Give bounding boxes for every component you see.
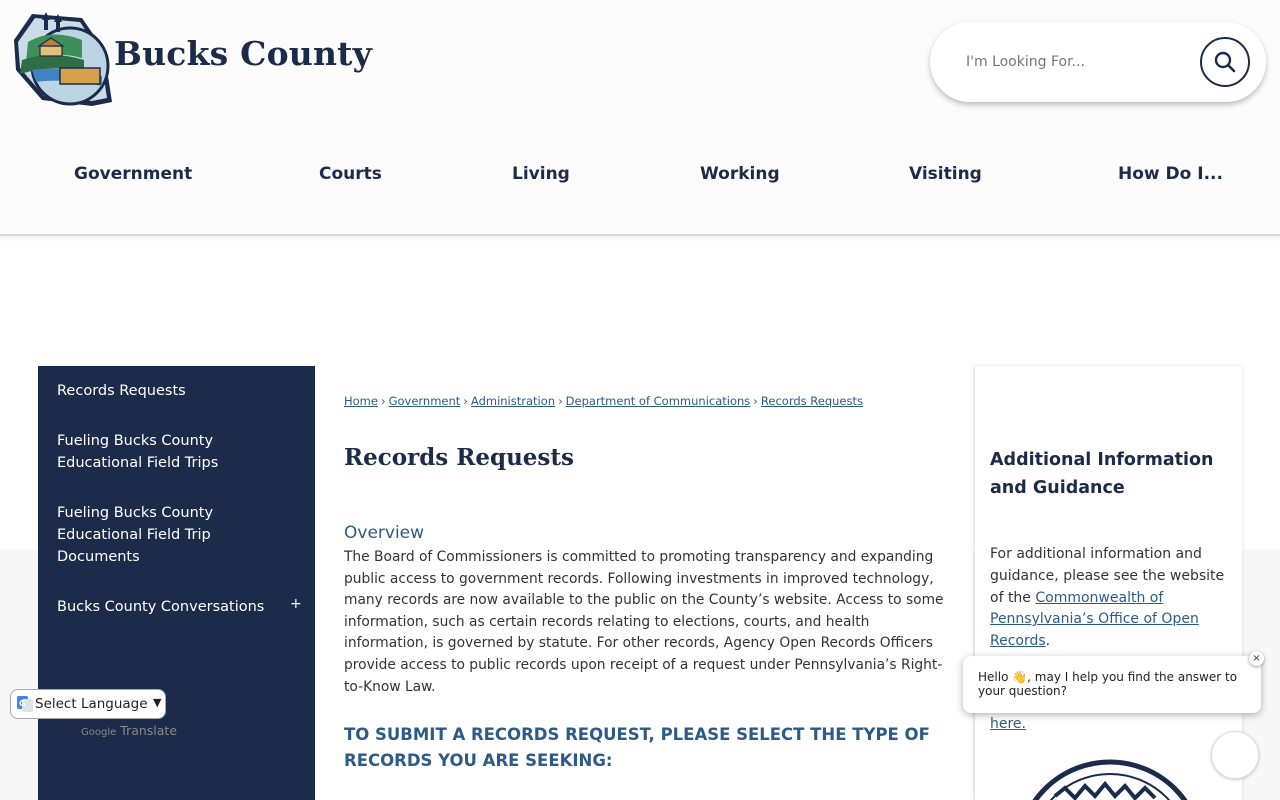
breadcrumb-separator: › bbox=[380, 394, 386, 408]
site-header bbox=[0, 0, 1280, 236]
breadcrumb-records-requests[interactable]: Records Requests bbox=[760, 394, 863, 408]
nav-item-government[interactable]: Government bbox=[74, 164, 193, 184]
google-translate-icon bbox=[17, 696, 33, 712]
chat-close-button[interactable]: × bbox=[1249, 651, 1264, 666]
info-panel bbox=[974, 366, 1242, 800]
nav-item-courts[interactable]: Courts bbox=[319, 164, 382, 184]
nav-item-visiting[interactable]: Visiting bbox=[909, 164, 982, 184]
nav-item-working[interactable]: Working bbox=[700, 164, 780, 184]
svg-text:G: G bbox=[19, 699, 26, 708]
breadcrumb-administration[interactable]: Administration bbox=[470, 394, 556, 408]
county-seal-icon bbox=[1015, 758, 1205, 800]
site-logo[interactable] bbox=[12, 10, 114, 110]
search-input[interactable] bbox=[966, 48, 1166, 76]
open-records-link[interactable]: Commonwealth of Pennsylvania’s Office of Open Records bbox=[990, 589, 1199, 650]
sidebar-item-records-requests[interactable]: Records Requests bbox=[57, 383, 186, 399]
breadcrumb-communications[interactable]: Department of Communications bbox=[565, 394, 751, 408]
page-title: Records Requests bbox=[344, 444, 574, 471]
breadcrumb-separator: › bbox=[753, 394, 758, 408]
here-link[interactable]: here. bbox=[990, 716, 1026, 732]
breadcrumb-home[interactable]: Home bbox=[344, 394, 378, 408]
chat-popup[interactable] bbox=[963, 656, 1261, 713]
chat-launcher-button[interactable] bbox=[1211, 731, 1259, 779]
overview-text: The Board of Commissioners is committed to promoting transparency and expanding public access to government records. Following investments in improved technology, many records are now available to the public on the County’s website. Access to some information, such as certain records relating to elections, courts, and health information, is governed by statute. For other records, Agency Open Records Officers provide access to public records upon receipt of a request under Pennsylvania’s Right-to-Know Law. bbox=[344, 549, 944, 695]
info-panel-title: Additional Information and Guidance bbox=[990, 450, 1214, 498]
info-panel-body-prefix: For additional information and guidance, please see the website of the bbox=[990, 546, 1225, 606]
site-name[interactable]: Bucks County bbox=[114, 34, 372, 73]
search-box bbox=[930, 22, 1266, 102]
chat-message: Hello 👋, may I help you find the answer to your question? bbox=[978, 670, 1238, 698]
info-panel-text bbox=[990, 544, 1230, 653]
sidebar-item-field-trip-documents[interactable]: Fueling Bucks County Educational Field Trip Documents bbox=[57, 505, 214, 565]
google-wordmark: Google bbox=[81, 727, 117, 738]
chevron-down-icon: ▼ bbox=[153, 696, 162, 709]
main-content bbox=[315, 366, 973, 800]
nav-item-living[interactable]: Living bbox=[512, 164, 570, 184]
breadcrumb-government[interactable]: Government bbox=[388, 394, 461, 408]
nav-item-how-do-i[interactable]: How Do I... bbox=[1118, 164, 1223, 184]
search-button[interactable] bbox=[1200, 37, 1250, 87]
overview-heading: Overview bbox=[344, 523, 425, 543]
submit-request-heading: TO SUBMIT A RECORDS REQUEST, PLEASE SELECT THE TYPE OF RECORDS YOU ARE SEEKING: bbox=[344, 725, 930, 770]
expand-icon[interactable]: + bbox=[290, 596, 302, 612]
breadcrumb-separator: › bbox=[463, 394, 468, 408]
info-panel-body-suffix: . bbox=[1045, 633, 1051, 650]
language-select[interactable] bbox=[10, 689, 166, 719]
sidebar-item-conversations[interactable]: Bucks County Conversations bbox=[57, 599, 265, 615]
search-icon bbox=[1213, 50, 1237, 74]
powered-by-google bbox=[81, 723, 177, 738]
breadcrumb-separator: › bbox=[558, 394, 563, 408]
breadcrumb bbox=[344, 394, 863, 408]
sidebar-item-field-trips[interactable]: Fueling Bucks County Educational Field Trips bbox=[57, 433, 219, 471]
county-logo-icon bbox=[12, 10, 114, 110]
language-select-label: Select Language bbox=[35, 696, 148, 712]
translate-link[interactable]: Translate bbox=[120, 723, 178, 738]
main-nav bbox=[0, 164, 1280, 188]
